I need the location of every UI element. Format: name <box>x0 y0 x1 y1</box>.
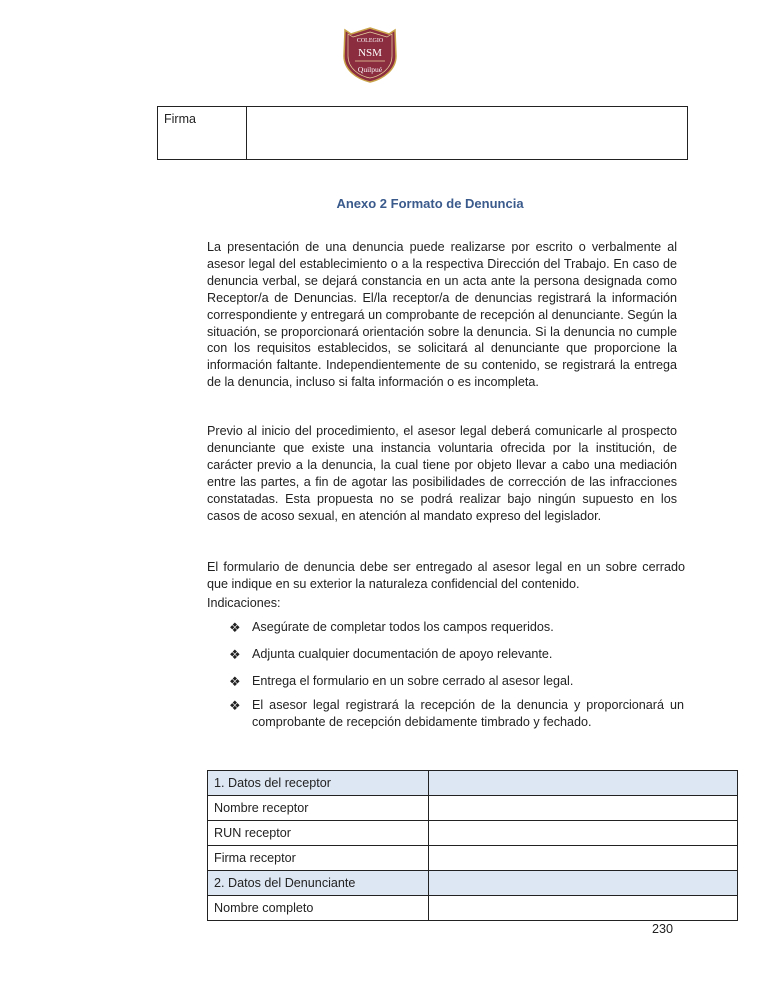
receptor-name-label: Nombre receptor <box>208 796 429 821</box>
complainant-name-label: Nombre completo <box>208 896 429 921</box>
list-item <box>229 646 684 663</box>
diamond-bullet-icon: ❖ <box>229 620 241 635</box>
crest-icon <box>341 26 399 84</box>
receptor-name-field[interactable] <box>429 796 738 821</box>
page-title: Anexo 2 Formato de Denuncia <box>336 196 524 211</box>
paragraph-1: La presentación de una denuncia puede realizarse por escrito o verbalmente al asesor legal del establecimiento o a la respectiva Dirección del Trabajo. En caso de denuncia verbal, se dejará constancia en un acta ante la persona designada como Receptor/a de Denuncias. El/la receptor/a de denuncias registrará la información correspondiente y entregará un comprobante de recepción al denunciante. Según la situación, se proporcionará orientación sobre la denuncia. Si la denuncia no cumple con los requisitos establecidos, se solicitará al denunciante que proporcione la información faltante. Independientemente de su contenido, se registrará la entrega de la denuncia, incluso si falta información o es incompleta. <box>207 240 677 390</box>
complainant-name-field[interactable] <box>429 896 738 921</box>
list-item <box>229 673 684 690</box>
signature-row <box>158 107 688 160</box>
school-logo <box>341 26 399 84</box>
receptor-signature-label: Firma receptor <box>208 846 429 871</box>
logo-line2: NSM <box>358 47 382 59</box>
bullet-text: El asesor legal registrará la recepción de la denuncia y proporcionará un comprobante de recepción debidamente timbrado y fechado. <box>252 698 684 729</box>
logo-line1: COLEGIO <box>356 38 384 44</box>
indications-list <box>229 619 684 731</box>
signature-table <box>157 106 688 160</box>
receptor-section-header: 1. Datos del receptor <box>208 771 429 796</box>
diamond-bullet-icon: ❖ <box>229 647 241 662</box>
bullet-text: Adjunta cualquier documentación de apoyo relevante. <box>252 647 553 661</box>
complainant-section-header: 2. Datos del Denunciante <box>208 871 429 896</box>
complainant-section-value <box>429 871 738 896</box>
paragraph-2: Previo al inicio del procedimiento, el asesor legal deberá comunicarle al prospecto denunciante que existe una instancia voluntaria ofrecida por la institución, de carácter previo a la denuncia, la cual tiene por objeto llevar a cabo una mediación entre las partes, a fin de agotar las posibilidades de corrección de las infracciones constatadas. Esta propuesta no se podrá realizar bajo ningún supuesto en los casos de acoso sexual, en atención al mandato expreso del legislador. <box>207 424 677 523</box>
complaint-form-table <box>207 770 738 921</box>
diamond-bullet-icon: ❖ <box>229 698 241 713</box>
signature-field[interactable] <box>247 107 688 160</box>
list-item <box>229 619 684 636</box>
diamond-bullet-icon: ❖ <box>229 674 241 689</box>
bullet-text: Asegúrate de completar todos los campos requeridos. <box>252 620 554 634</box>
receptor-signature-field[interactable] <box>429 846 738 871</box>
table-row <box>208 771 738 796</box>
signature-label: Firma <box>158 107 247 160</box>
receptor-run-label: RUN receptor <box>208 821 429 846</box>
paragraph-3: El formulario de denuncia debe ser entregado al asesor legal en un sobre cerrado que indique en su exterior la naturaleza confidencial del contenido. <box>207 560 685 591</box>
table-row <box>208 871 738 896</box>
table-row <box>208 896 738 921</box>
table-row <box>208 821 738 846</box>
table-row <box>208 796 738 821</box>
logo-line3: Quilpué <box>357 65 383 74</box>
indications-label: Indicaciones: <box>207 596 281 610</box>
bullet-text: Entrega el formulario en un sobre cerrado al asesor legal. <box>252 674 574 688</box>
receptor-section-value <box>429 771 738 796</box>
list-item <box>229 697 684 731</box>
table-row <box>208 846 738 871</box>
page-number: 230 <box>652 922 674 936</box>
receptor-run-field[interactable] <box>429 821 738 846</box>
